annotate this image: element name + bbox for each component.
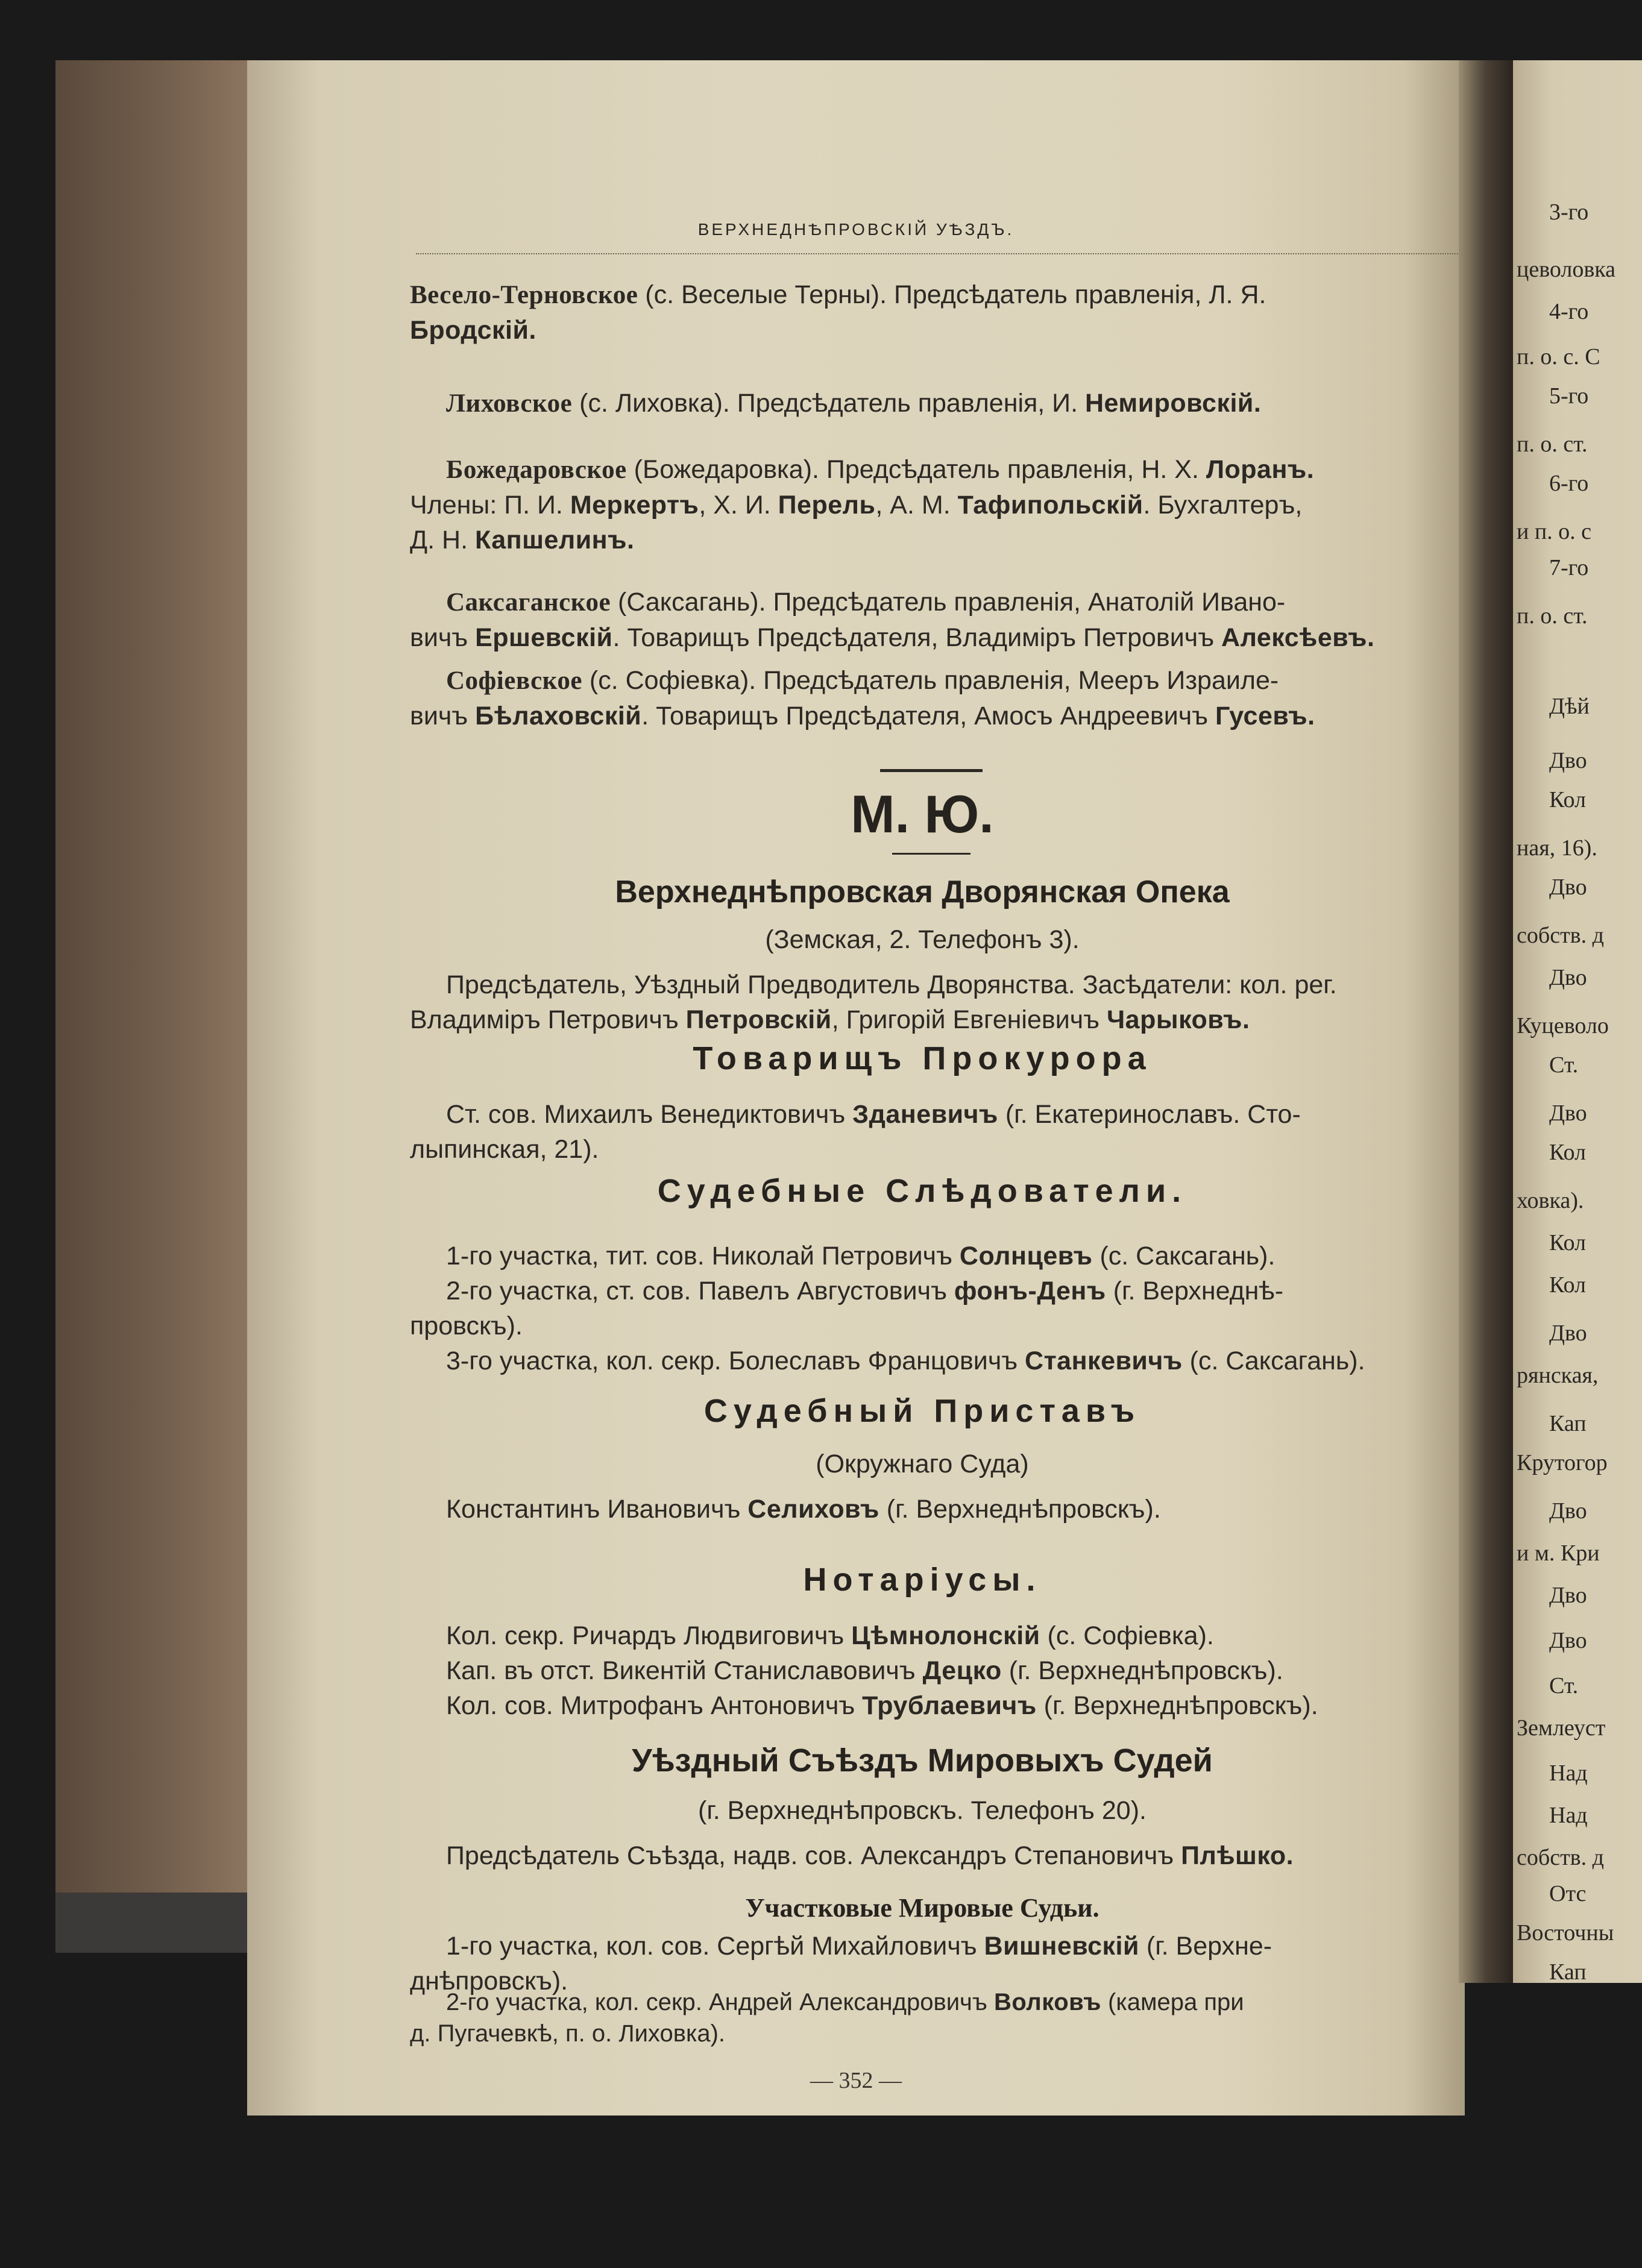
- entry-name: Божедаровское: [446, 456, 627, 484]
- list-item: (с. Саксагань).: [1182, 1346, 1365, 1375]
- prokuror-text: Ст. сов. Михаилъ Венедиктовичъ: [446, 1100, 853, 1129]
- heading-prokuror: Товарищъ Прокурора: [693, 1040, 1152, 1076]
- right-page-line: Кол: [1549, 1230, 1586, 1255]
- notary-person: Цѣмнолонскій: [851, 1621, 1040, 1650]
- list-item: днѣпровскъ).: [410, 1967, 568, 1996]
- list-item: Кол. секр. Ричардъ Людвиговичъ: [446, 1621, 852, 1650]
- right-page-line: собств. д: [1517, 1845, 1604, 1870]
- right-page-line: Над: [1549, 1761, 1588, 1786]
- judge-person: Вишневскій: [984, 1932, 1139, 1961]
- right-page-line: ховка).: [1517, 1188, 1584, 1213]
- pristav-person: Селиховъ: [747, 1495, 879, 1524]
- entry-veselo-ternovskoe: [410, 277, 1453, 348]
- right-page-line: Дво: [1549, 1321, 1587, 1346]
- right-page: [1513, 60, 1642, 1983]
- right-page-line: Кап: [1549, 1959, 1587, 1983]
- right-page-line: Кол: [1549, 1140, 1586, 1165]
- entry-saksaganskoe: [410, 585, 1459, 655]
- right-page-line: Над: [1549, 1803, 1588, 1828]
- right-page-line: Дво: [1549, 875, 1587, 900]
- heading-sledovateli: Судебные Слѣдователи.: [657, 1173, 1187, 1209]
- heading-notarii: Нотаріусы.: [803, 1562, 1042, 1598]
- right-page-line: п. о. ст.: [1517, 432, 1588, 457]
- list-item: 1-го участка, кол. сов. Сергѣй Михайловичъ: [446, 1932, 984, 1961]
- opeka-line1: Предсѣдатель, Уѣздный Предводитель Дворянства. Засѣдатели: кол. рег.: [446, 970, 1337, 999]
- right-page-line: 4-го: [1549, 299, 1589, 324]
- section-rule-top: [880, 769, 983, 772]
- pristav-text: Константинъ Ивановичъ: [446, 1495, 748, 1524]
- right-page-line: цеволовка: [1517, 257, 1616, 282]
- entry-text: (с. Софіевка). Предсѣдатель правленія, Мееръ Израиле-: [582, 666, 1279, 695]
- pristav-body: [446, 1492, 1459, 1527]
- entry-text: . Товарищъ Предсѣдателя, Амосъ Андреевичъ: [641, 702, 1215, 730]
- right-page-line: Дво: [1549, 1498, 1587, 1524]
- opeka-address: (Земская, 2. Телефонъ 3).: [765, 925, 1080, 954]
- entry-person: Бѣлаховскій: [475, 702, 642, 730]
- right-page-line: п. о. с. С: [1517, 344, 1600, 369]
- right-page-line: Кап: [1549, 1411, 1587, 1436]
- list-item: (с. Софіевка).: [1040, 1621, 1214, 1650]
- notary-person: Трублаевичъ: [862, 1691, 1037, 1720]
- judge-person: Волковъ: [993, 1989, 1101, 2015]
- list-item: 2-го участка, ст. сов. Павелъ Августовичъ: [446, 1277, 954, 1305]
- list-item: 2-го участка, кол. секр. Андрей Александровичъ: [446, 1989, 994, 2015]
- entry-text: , А. М.: [875, 491, 958, 520]
- entry-name: Лиховское: [446, 389, 573, 418]
- entry-name: Саксаганское: [446, 588, 611, 617]
- heading-opeka: Верхнеднѣпровская Дворянская Опека: [615, 875, 1230, 909]
- right-page-line: и п. о. с: [1517, 519, 1592, 544]
- notarii-list: [446, 1618, 1465, 1723]
- entry-text: , Х. И.: [699, 491, 778, 520]
- entry-text: . Товарищъ Предсѣдателя, Владиміръ Петровичъ: [612, 623, 1222, 652]
- list-item: (камера при: [1101, 1989, 1244, 2015]
- right-page-line: Землеуст: [1517, 1715, 1606, 1741]
- prokuror-body: [410, 1097, 1459, 1167]
- entry-text: (Саксагань). Предсѣдатель правленія, Анатолій Ивано-: [611, 588, 1286, 617]
- entry-person: Ершевскій: [475, 623, 613, 652]
- prokuror-person: Зданевичъ: [852, 1100, 998, 1129]
- entry-person: Алексѣевъ.: [1221, 623, 1375, 652]
- entry-sofievskoe: [410, 663, 1459, 733]
- right-page-line: Восточны: [1517, 1920, 1614, 1946]
- section-title: М. Ю.: [851, 784, 994, 844]
- right-page-line: 6-го: [1549, 471, 1589, 496]
- sledovatel-person: Солнцевъ: [959, 1242, 1093, 1271]
- right-page-line: Дво: [1549, 1628, 1587, 1653]
- entry-name: Софіевское: [446, 667, 582, 695]
- page-number: — 352 —: [810, 2068, 902, 2093]
- opeka-text: , Григорій Евгеніевичъ: [831, 1005, 1107, 1034]
- right-page-line: Куцеволо: [1517, 1013, 1609, 1038]
- right-page-line: собств. д: [1517, 923, 1604, 948]
- right-page-line: Ст.: [1549, 1052, 1579, 1078]
- right-page-line: Ст.: [1549, 1673, 1579, 1698]
- list-item: Кол. сов. Митрофанъ Антоновичъ: [446, 1691, 863, 1720]
- prokuror-text: лыпинская, 21).: [410, 1135, 599, 1164]
- entry-lihovskoe: [410, 386, 1453, 421]
- section-rule-bottom: [892, 853, 970, 855]
- entry-text: вичъ: [410, 702, 476, 730]
- list-item: Кап. въ отст. Викентій Станиславовичъ: [446, 1656, 923, 1685]
- right-page-line: ная, 16).: [1517, 835, 1597, 861]
- sezd-body: [446, 1838, 1465, 1873]
- list-item: (г. Верхне-: [1139, 1932, 1272, 1961]
- entry-person: Немировскій.: [1084, 389, 1262, 418]
- right-page-line: 3-го: [1549, 199, 1589, 225]
- pristav-sub: (Окружнаго Суда): [816, 1450, 1029, 1478]
- right-page-line: Отс: [1549, 1881, 1587, 1906]
- entry-person: Бродскій.: [410, 316, 536, 345]
- entry-person: Гусевъ.: [1215, 702, 1315, 730]
- sledovatel-person: Станкевичъ: [1025, 1346, 1183, 1375]
- sezd-text: Предсѣдатель Съѣзда, надв. сов. Александръ Степановичъ: [446, 1841, 1181, 1870]
- entry-person: Лоранъ.: [1206, 455, 1315, 484]
- running-head: ВЕРХНЕДНѢПРОВСКІЙ УѢЗДЪ.: [697, 220, 1014, 239]
- sezd-sub: (г. Верхнеднѣпровскъ. Телефонъ 20).: [698, 1796, 1147, 1825]
- entry-text: Члены: П. И.: [410, 491, 570, 520]
- right-page-line: Дѣй: [1549, 694, 1590, 719]
- right-page-line: рянская,: [1517, 1363, 1599, 1388]
- entry-bozhedarovskoe: [410, 452, 1459, 558]
- entry-person: Капшелинъ.: [474, 526, 635, 554]
- sledovateli-list: [410, 1239, 1465, 1378]
- list-item: (с. Саксагань).: [1092, 1242, 1276, 1271]
- right-page-line: 7-го: [1549, 555, 1589, 580]
- header-rule: [416, 247, 1489, 254]
- entry-text: (с. Веселые Терны). Предсѣдатель правленія, Л. Я.: [638, 280, 1266, 309]
- list-item: (г. Верхнеднѣпровскъ).: [1036, 1691, 1318, 1720]
- entry-person: Перель: [778, 491, 876, 520]
- entry-person: Меркертъ: [570, 491, 699, 520]
- right-page-line: Дво: [1549, 1583, 1587, 1608]
- right-page-line: Крутогор: [1517, 1450, 1608, 1475]
- opeka-person: Чарыковъ.: [1106, 1005, 1250, 1034]
- book-cover: [55, 60, 248, 1893]
- right-page-line: и м. Кри: [1517, 1541, 1600, 1566]
- list-item: (г. Верхнеднѣ-: [1106, 1277, 1284, 1305]
- right-page-line: Дво: [1549, 965, 1587, 990]
- pristav-text: (г. Верхнеднѣпровскъ).: [879, 1495, 1161, 1524]
- opeka-text: Владиміръ Петровичъ: [410, 1005, 686, 1034]
- list-item: 3-го участка, кол. секр. Болеславъ Францовичъ: [446, 1346, 1025, 1375]
- entry-text: Д. Н.: [410, 526, 475, 554]
- right-page-line: 5-го: [1549, 383, 1589, 409]
- opeka-person: Петровскій: [685, 1005, 832, 1034]
- right-page-line: Дво: [1549, 1101, 1587, 1126]
- list-item: д. Пугачевкѣ, п. о. Лиховка).: [410, 2020, 726, 2047]
- entry-name: Весело-Терновское: [410, 281, 638, 309]
- sledovatel-person: фонъ-Денъ: [954, 1277, 1106, 1305]
- entry-text: . Бухгалтеръ,: [1143, 491, 1303, 520]
- heading-uchastkovye: Участковые Мировые Судьи.: [745, 1893, 1099, 1923]
- heading-pristav: Судебный Приставъ: [703, 1393, 1141, 1429]
- sezd-person: Плѣшко.: [1181, 1841, 1294, 1870]
- opeka-body: [410, 967, 1459, 1037]
- right-page-line: Кол: [1549, 787, 1586, 812]
- entry-text: (Божедаровка). Предсѣдатель правленія, Н. Х.: [626, 455, 1206, 484]
- uchastkovye-list-cont: [410, 1987, 1459, 2049]
- right-page-line: Дво: [1549, 748, 1587, 773]
- entry-text: (с. Лиховка). Предсѣдатель правленія, И.: [572, 389, 1085, 418]
- list-item: (г. Верхнеднѣпровскъ).: [1001, 1656, 1283, 1685]
- list-item: 1-го участка, тит. сов. Николай Петровичъ: [446, 1242, 960, 1271]
- left-page: [247, 60, 1465, 1996]
- list-item: провскъ).: [410, 1311, 523, 1340]
- book-gutter: [1459, 60, 1513, 1983]
- prokuror-text: (г. Екатеринославъ. Сто-: [998, 1100, 1301, 1129]
- notary-person: Децко: [922, 1656, 1002, 1685]
- heading-sezd: Уѣздный Съѣздъ Мировыхъ Судей: [632, 1742, 1213, 1779]
- right-page-line: Кол: [1549, 1272, 1586, 1298]
- entry-text: вичъ: [410, 623, 476, 652]
- right-page-line: п. о. ст.: [1517, 603, 1588, 629]
- entry-person: Тафипольскій: [957, 491, 1143, 520]
